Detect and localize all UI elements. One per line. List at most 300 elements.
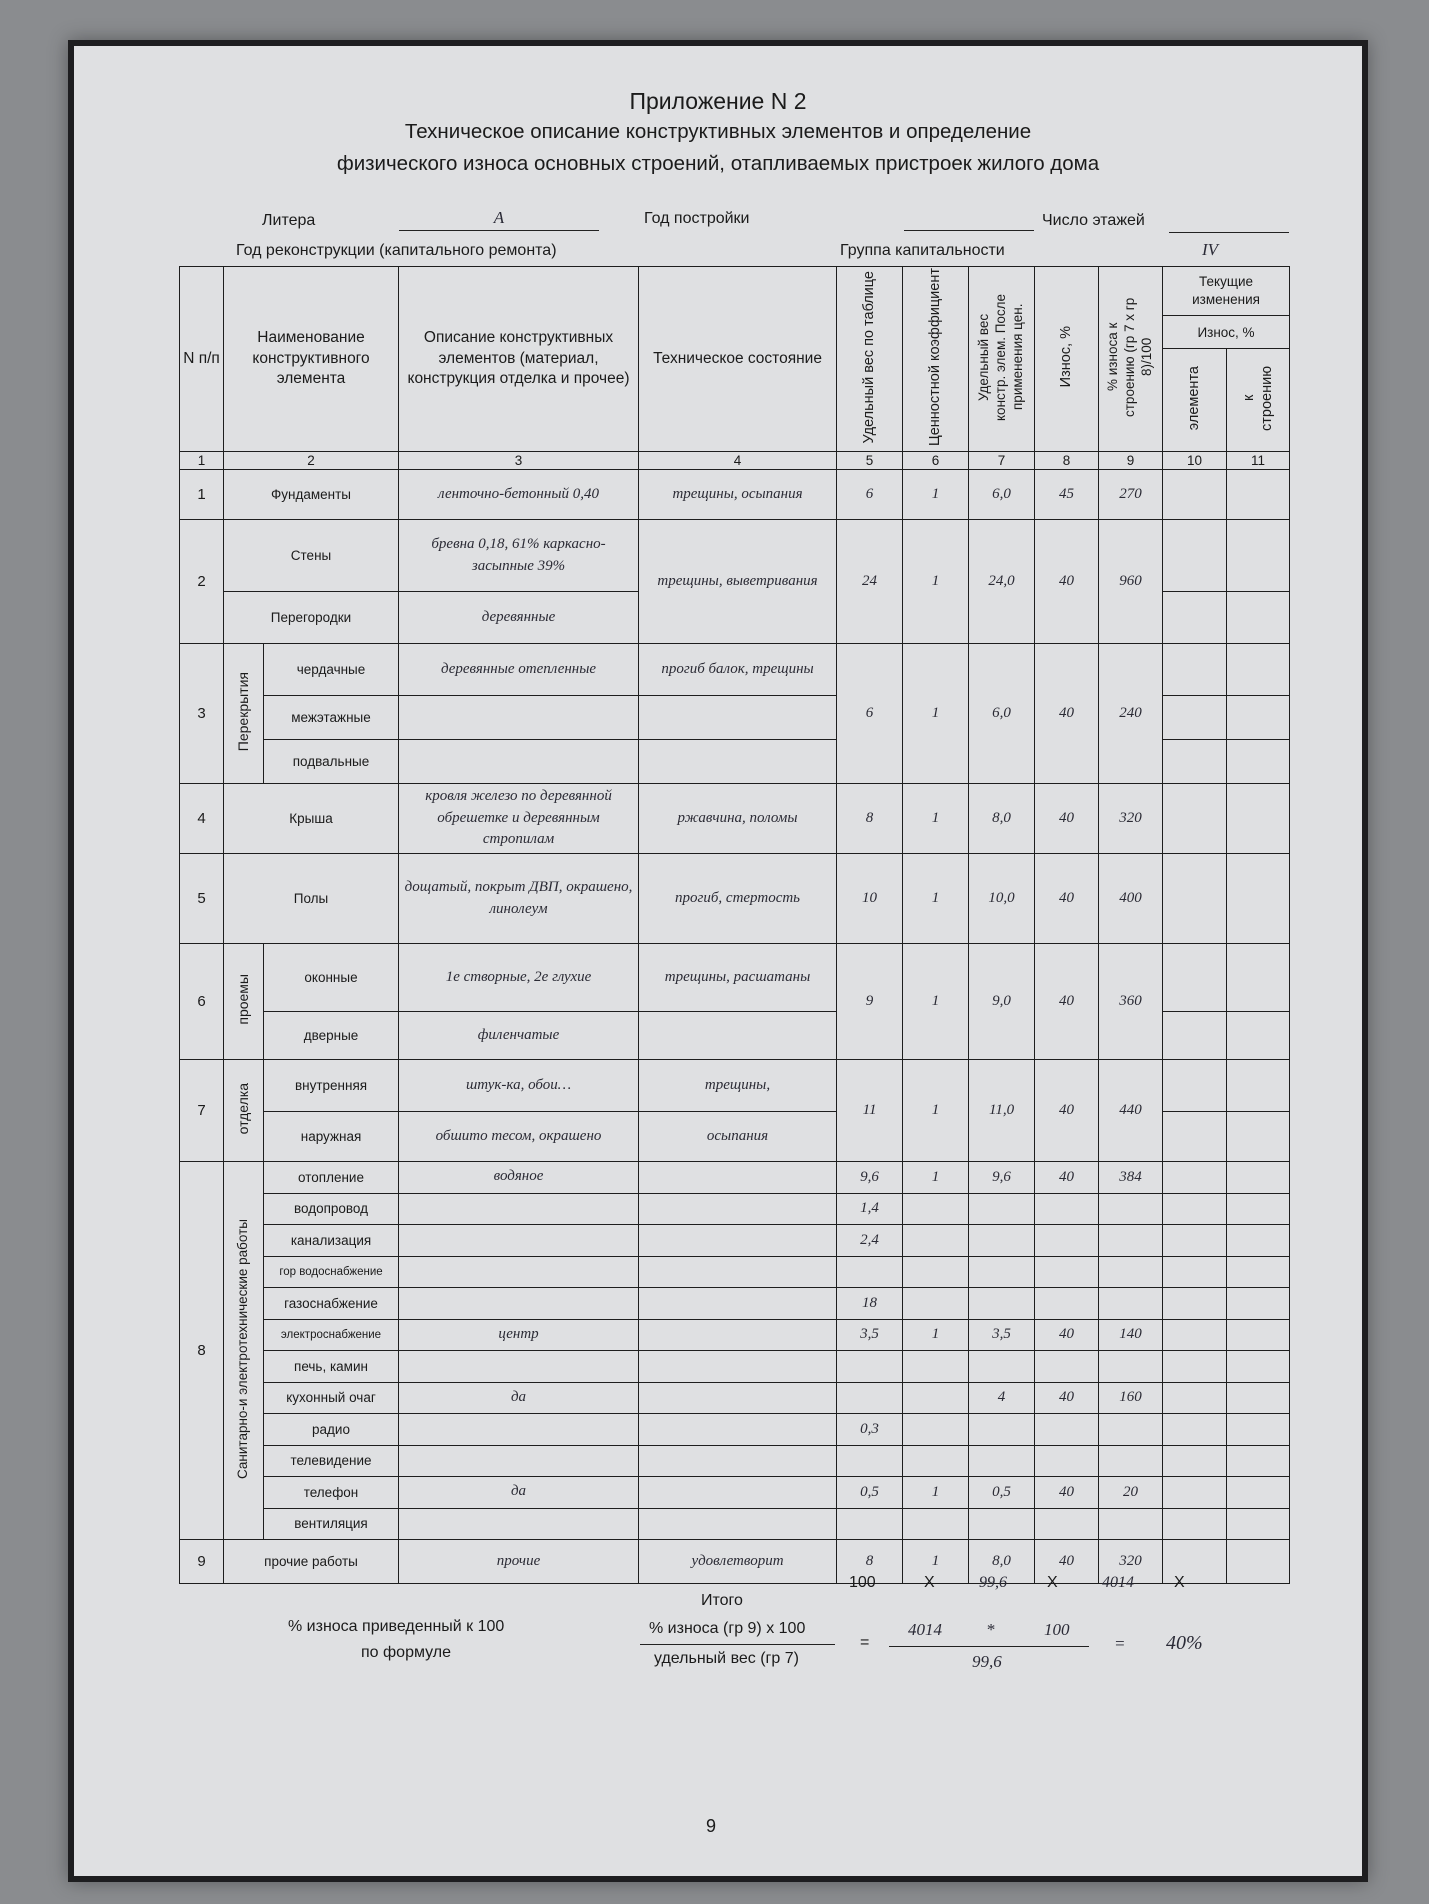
wear-value: 40 — [1035, 1060, 1099, 1162]
utility-row — [180, 1445, 1290, 1477]
group-label-text: проемы — [234, 974, 251, 1025]
group-label — [224, 1060, 264, 1162]
weight-value: 9,6 — [837, 1162, 903, 1194]
changes-element-cell — [1163, 1540, 1227, 1584]
sub-element-name: чердачные — [264, 644, 399, 696]
building-wear-value — [1099, 1508, 1163, 1540]
changes-building-cell — [1227, 1351, 1290, 1383]
changes-element-cell — [1163, 1012, 1227, 1060]
wear-table — [179, 266, 1290, 1584]
changes-element-cell — [1163, 696, 1227, 740]
element-name: Крыша — [224, 784, 399, 854]
coef-value: 1 — [903, 1477, 969, 1509]
changes-element-cell — [1163, 1225, 1227, 1257]
element-description — [399, 1193, 639, 1225]
changes-building-cell — [1227, 1060, 1290, 1112]
weight-value: 8 — [837, 784, 903, 854]
weight2-value — [969, 1256, 1035, 1288]
formula-hand-fraction-line — [889, 1646, 1089, 1647]
changes-building-cell — [1227, 1012, 1290, 1060]
total-x-2: X — [1047, 1574, 1058, 1591]
changes-building-cell — [1227, 1508, 1290, 1540]
changes-element-cell — [1163, 1060, 1227, 1112]
changes-building-cell — [1227, 1256, 1290, 1288]
wear-value — [1035, 1508, 1099, 1540]
weight-value: 11 — [837, 1060, 903, 1162]
total-x-1: X — [924, 1574, 935, 1591]
weight-value — [837, 1445, 903, 1477]
changes-element-cell — [1163, 854, 1227, 944]
col-weight-header-text: Удельный вес по таблице — [861, 270, 878, 444]
building-wear-value — [1099, 1288, 1163, 1320]
weight-value — [837, 1256, 903, 1288]
building-wear-value — [1099, 1225, 1163, 1257]
col-element-header-text: элемента — [1186, 366, 1203, 431]
capital-group-label: Группа капитальности — [840, 242, 1005, 259]
changes-building-cell — [1227, 644, 1290, 696]
col-to-building-header-text: к строению — [1240, 365, 1276, 431]
element-description: обшито тесом, окрашено — [399, 1112, 639, 1162]
element-state — [639, 1477, 837, 1509]
element-state — [639, 740, 837, 784]
weight2-value — [969, 1225, 1035, 1257]
weight-value — [837, 1508, 903, 1540]
weight2-value: 0,5 — [969, 1477, 1035, 1509]
element-state: прогиб балок, трещины — [639, 644, 837, 696]
changes-building-cell — [1227, 1382, 1290, 1414]
total-building-wear: 4014 — [1102, 1574, 1134, 1591]
formula-hand-hundred: 100 — [1044, 1620, 1070, 1639]
col-wear-header-text: Износ, % — [1058, 326, 1075, 388]
changes-building-cell — [1227, 854, 1290, 944]
element-state — [639, 1225, 837, 1257]
col-num: 9 — [1099, 452, 1163, 470]
utility-row — [180, 1288, 1290, 1320]
element-description — [399, 1414, 639, 1446]
element-name: Фундаменты — [224, 470, 399, 520]
col-changes-header: Текущие изменения — [1163, 267, 1290, 316]
weight2-value: 10,0 — [969, 854, 1035, 944]
element-description: ленточно-бетонный 0,40 — [399, 470, 639, 520]
changes-element-cell — [1163, 784, 1227, 854]
weight-value: 6 — [837, 470, 903, 520]
changes-building-cell — [1227, 1319, 1290, 1351]
changes-building-cell — [1227, 1414, 1290, 1446]
coef-value: 1 — [903, 944, 969, 1060]
col-num: 3 — [399, 452, 639, 470]
capital-group-value: IV — [1202, 240, 1219, 259]
sub-element-name: подвальные — [264, 740, 399, 784]
element-state — [639, 696, 837, 740]
row-number: 8 — [180, 1162, 224, 1540]
changes-building-cell — [1227, 944, 1290, 1012]
formula-equals: = — [860, 1634, 870, 1651]
building-wear-value: 160 — [1099, 1382, 1163, 1414]
changes-building-cell — [1227, 784, 1290, 854]
changes-element-cell — [1163, 1319, 1227, 1351]
group-label — [224, 1162, 264, 1540]
wear-value — [1035, 1445, 1099, 1477]
col-num: 1 — [180, 452, 224, 470]
changes-element-cell — [1163, 1414, 1227, 1446]
utility-row — [180, 1351, 1290, 1383]
coef-value — [903, 1256, 969, 1288]
building-wear-value: 140 — [1099, 1319, 1163, 1351]
element-description — [399, 696, 639, 740]
coef-value — [903, 1225, 969, 1257]
weight-value — [837, 1351, 903, 1383]
coef-value: 1 — [903, 520, 969, 644]
building-wear-value: 400 — [1099, 854, 1163, 944]
weight-value: 24 — [837, 520, 903, 644]
weight2-value — [969, 1351, 1035, 1383]
changes-element-cell — [1163, 1351, 1227, 1383]
weight2-value: 11,0 — [969, 1060, 1035, 1162]
element-name: прочие работы — [224, 1540, 399, 1584]
row-number: 3 — [180, 644, 224, 784]
changes-building-cell — [1227, 1112, 1290, 1162]
element-description — [399, 1288, 639, 1320]
col-to-building-header — [1227, 349, 1290, 452]
sub-element-name: дверные — [264, 1012, 399, 1060]
wear-value: 40 — [1035, 1540, 1099, 1584]
utility-row — [180, 1256, 1290, 1288]
element-state: трещины, расшатаны — [639, 944, 837, 1012]
changes-building-cell — [1227, 1477, 1290, 1509]
element-description — [399, 1256, 639, 1288]
utility-name: вентиляция — [264, 1508, 399, 1540]
building-wear-value: 270 — [1099, 470, 1163, 520]
changes-building-cell — [1227, 1445, 1290, 1477]
element-description — [399, 1445, 639, 1477]
element-state — [639, 1256, 837, 1288]
element-description: да — [399, 1477, 639, 1509]
row-number: 9 — [180, 1540, 224, 1584]
coef-value — [903, 1351, 969, 1383]
weight2-value — [969, 1193, 1035, 1225]
element-description: центр — [399, 1319, 639, 1351]
element-description — [399, 1351, 639, 1383]
changes-element-cell — [1163, 592, 1227, 644]
changes-building-cell — [1227, 1193, 1290, 1225]
element-state: удовлетворит — [639, 1540, 837, 1584]
changes-element-cell — [1163, 470, 1227, 520]
element-state — [639, 1193, 837, 1225]
formula-caption-2: по формуле — [361, 1644, 452, 1661]
element-name: Полы — [224, 854, 399, 944]
total-weight2: 99,6 — [979, 1574, 1007, 1591]
year-built-field — [904, 208, 1034, 231]
col-coef-header-text: Ценностной коэффициент — [927, 268, 944, 447]
row-number: 1 — [180, 470, 224, 520]
utility-row — [180, 1508, 1290, 1540]
weight2-value — [969, 1288, 1035, 1320]
wear-value — [1035, 1288, 1099, 1320]
sub-element-name: межэтажные — [264, 696, 399, 740]
col-coef-header — [903, 267, 969, 452]
changes-element-cell — [1163, 1256, 1227, 1288]
changes-element-cell — [1163, 1162, 1227, 1194]
total-x-3: X — [1174, 1574, 1185, 1591]
coef-value — [903, 1193, 969, 1225]
utility-name: газоснабжение — [264, 1288, 399, 1320]
utility-row — [180, 1477, 1290, 1509]
element-description: 1е створные, 2е глухие — [399, 944, 639, 1012]
changes-building-cell — [1227, 1162, 1290, 1194]
weight2-value: 6,0 — [969, 470, 1035, 520]
col-changes-wear-header: Износ, % — [1163, 315, 1290, 348]
utility-row — [180, 1225, 1290, 1257]
changes-element-cell — [1163, 944, 1227, 1012]
utility-name: телевидение — [264, 1445, 399, 1477]
reconstruction-label: Год реконструкции (капитального ремонта) — [236, 242, 557, 259]
utility-name: гор водоснабжение — [264, 1256, 399, 1288]
changes-building-cell — [1227, 1288, 1290, 1320]
litera-label: Литера — [262, 212, 316, 229]
weight-value — [837, 1382, 903, 1414]
col-wear-header — [1035, 267, 1099, 452]
weight2-value: 24,0 — [969, 520, 1035, 644]
col-building-wear-header — [1099, 267, 1163, 452]
element-state — [639, 1382, 837, 1414]
weight2-value — [969, 1445, 1035, 1477]
weight2-value: 8,0 — [969, 1540, 1035, 1584]
coef-value: 1 — [903, 470, 969, 520]
wear-value: 40 — [1035, 1319, 1099, 1351]
weight-value: 2,4 — [837, 1225, 903, 1257]
col-description-header: Описание конструктивных элементов (материал, конструкция отделка и прочее) — [399, 267, 639, 452]
weight-value: 6 — [837, 644, 903, 784]
utility-row — [180, 1319, 1290, 1351]
changes-element-cell — [1163, 520, 1227, 592]
wear-value: 45 — [1035, 470, 1099, 520]
building-wear-value: 360 — [1099, 944, 1163, 1060]
wear-value: 40 — [1035, 520, 1099, 644]
weight-value: 1,4 — [837, 1193, 903, 1225]
col-num: 11 — [1227, 452, 1290, 470]
building-wear-value: 320 — [1099, 784, 1163, 854]
col-num: 2 — [224, 452, 399, 470]
col-weight2-header-text: Удельный вес констр. элем. После применения цен. — [976, 293, 1025, 421]
row-number: 5 — [180, 854, 224, 944]
col-weight2-header — [969, 267, 1035, 452]
building-wear-value: 384 — [1099, 1162, 1163, 1194]
formula-hand-multiply: * — [986, 1620, 995, 1639]
doc-subtitle-line2: физического износа основных строений, отапливаемых пристроек жилого дома — [336, 152, 1100, 175]
formula-denominator: удельный вес (гр 7) — [654, 1650, 799, 1667]
total-label: Итого — [701, 1592, 743, 1609]
col-num: 8 — [1035, 452, 1099, 470]
building-wear-value: 960 — [1099, 520, 1163, 644]
element-name: Стены — [224, 520, 399, 592]
weight2-value: 3,5 — [969, 1319, 1035, 1351]
coef-value — [903, 1288, 969, 1320]
wear-value: 40 — [1035, 1162, 1099, 1194]
element-description: штук-ка, обои… — [399, 1060, 639, 1112]
coef-value: 1 — [903, 1060, 969, 1162]
utility-name: телефон — [264, 1477, 399, 1509]
element-description: прочие — [399, 1540, 639, 1584]
weight2-value: 9,6 — [969, 1162, 1035, 1194]
coef-value — [903, 1445, 969, 1477]
changes-element-cell — [1163, 1382, 1227, 1414]
page-number: 9 — [706, 1816, 717, 1836]
formula-result: 40% — [1166, 1632, 1203, 1654]
wear-value: 40 — [1035, 854, 1099, 944]
weight-value: 10 — [837, 854, 903, 944]
element-description: да — [399, 1382, 639, 1414]
building-wear-value — [1099, 1414, 1163, 1446]
group-label — [224, 944, 264, 1060]
element-description: филенчатые — [399, 1012, 639, 1060]
element-state: трещины, — [639, 1060, 837, 1112]
building-wear-value: 240 — [1099, 644, 1163, 784]
element-state — [639, 1319, 837, 1351]
weight-value: 8 — [837, 1540, 903, 1584]
col-num: 10 — [1163, 452, 1227, 470]
wear-value — [1035, 1225, 1099, 1257]
element-description — [399, 740, 639, 784]
wear-value — [1035, 1351, 1099, 1383]
building-wear-value — [1099, 1193, 1163, 1225]
utility-name: канализация — [264, 1225, 399, 1257]
utility-row — [180, 1382, 1290, 1414]
formula-fraction-line — [640, 1644, 835, 1645]
changes-building-cell — [1227, 470, 1290, 520]
wear-value — [1035, 1414, 1099, 1446]
element-state — [639, 1162, 837, 1194]
year-built-label: Год постройки — [644, 210, 750, 227]
element-description: дощатый, покрыт ДВП, окрашено, линолеум — [399, 854, 639, 944]
coef-value — [903, 1414, 969, 1446]
coef-value: 1 — [903, 644, 969, 784]
col-num: 4 — [639, 452, 837, 470]
col-name-header: Наименование конструктивного элемента — [224, 267, 399, 452]
element-state: осыпания — [639, 1112, 837, 1162]
col-num: 5 — [837, 452, 903, 470]
col-number-header: N п/п — [180, 267, 224, 452]
element-state — [639, 1508, 837, 1540]
changes-element-cell — [1163, 1508, 1227, 1540]
row-number: 7 — [180, 1060, 224, 1162]
formula-numerator: % износа (гр 9) х 100 — [649, 1620, 806, 1637]
changes-element-cell — [1163, 740, 1227, 784]
wear-value: 40 — [1035, 944, 1099, 1060]
weight2-value — [969, 1414, 1035, 1446]
sub-element-name: внутренняя — [264, 1060, 399, 1112]
total-weight: 100 — [849, 1574, 876, 1591]
col-element-header — [1163, 349, 1227, 452]
group-label-text: отделка — [234, 1082, 251, 1135]
litera-field — [399, 208, 599, 231]
litera-value: А — [493, 208, 505, 227]
weight-value: 9 — [837, 944, 903, 1060]
changes-element-cell — [1163, 1288, 1227, 1320]
utility-name: радио — [264, 1414, 399, 1446]
changes-element-cell — [1163, 1112, 1227, 1162]
element-state — [639, 1414, 837, 1446]
element-state: трещины, осыпания — [639, 470, 837, 520]
element-description: кровля железо по деревянной обрешетке и деревянным стропилам — [399, 784, 639, 854]
building-wear-value — [1099, 1351, 1163, 1383]
element-state — [639, 1351, 837, 1383]
weight2-value: 9,0 — [969, 944, 1035, 1060]
wear-value — [1035, 1256, 1099, 1288]
coef-value — [903, 1382, 969, 1414]
formula-hand-numerator: 4014 — [908, 1620, 942, 1639]
wear-value: 40 — [1035, 784, 1099, 854]
appendix-title: Приложение N 2 — [629, 88, 807, 114]
utilities-section — [180, 1162, 1290, 1540]
col-weight-header — [837, 267, 903, 452]
weight-value: 3,5 — [837, 1319, 903, 1351]
coef-value: 1 — [903, 854, 969, 944]
coef-value: 1 — [903, 1540, 969, 1584]
coef-value — [903, 1508, 969, 1540]
col-building-wear-header-text: % износа к строению (гр 7 х гр 8)/100 — [1105, 297, 1154, 417]
col-num: 6 — [903, 452, 969, 470]
sub-element-name: оконные — [264, 944, 399, 1012]
utility-name: кухонный очаг — [264, 1382, 399, 1414]
element-state — [639, 1445, 837, 1477]
document-page — [68, 40, 1368, 1882]
weight2-value — [969, 1508, 1035, 1540]
utility-name: электроснабжение — [264, 1319, 399, 1351]
changes-building-cell — [1227, 592, 1290, 644]
col-state-header: Техническое состояние — [639, 267, 837, 452]
wear-value: 40 — [1035, 1477, 1099, 1509]
weight-value: 0,3 — [837, 1414, 903, 1446]
changes-element-cell — [1163, 1193, 1227, 1225]
col-num: 7 — [969, 452, 1035, 470]
building-wear-value — [1099, 1445, 1163, 1477]
coef-value: 1 — [903, 784, 969, 854]
utility-row — [180, 1162, 1290, 1194]
element-state — [639, 1012, 837, 1060]
changes-element-cell — [1163, 1477, 1227, 1509]
utility-name: печь, камин — [264, 1351, 399, 1383]
coef-value: 1 — [903, 1319, 969, 1351]
weight2-value: 6,0 — [969, 644, 1035, 784]
weight2-value: 8,0 — [969, 784, 1035, 854]
element-description: водяное — [399, 1162, 639, 1194]
building-wear-value: 440 — [1099, 1060, 1163, 1162]
utility-row — [180, 1414, 1290, 1446]
utility-row — [180, 1193, 1290, 1225]
element-name: Перегородки — [224, 592, 399, 644]
changes-building-cell — [1227, 520, 1290, 592]
sub-element-name: наружная — [264, 1112, 399, 1162]
building-wear-value: 320 — [1099, 1540, 1163, 1584]
row-number: 6 — [180, 944, 224, 1060]
wear-value: 40 — [1035, 644, 1099, 784]
element-description: деревянные отепленные — [399, 644, 639, 696]
changes-building-cell — [1227, 1225, 1290, 1257]
changes-element-cell — [1163, 644, 1227, 696]
weight-value: 0,5 — [837, 1477, 903, 1509]
element-description — [399, 1508, 639, 1540]
row-number: 4 — [180, 784, 224, 854]
changes-element-cell — [1163, 1445, 1227, 1477]
element-state — [639, 1288, 837, 1320]
weight-value: 18 — [837, 1288, 903, 1320]
changes-building-cell — [1227, 1540, 1290, 1584]
building-wear-value — [1099, 1256, 1163, 1288]
floors-field — [1169, 210, 1289, 233]
element-state: ржавчина, поломы — [639, 784, 837, 854]
utility-name: водопровод — [264, 1193, 399, 1225]
element-description: деревянные — [399, 592, 639, 644]
